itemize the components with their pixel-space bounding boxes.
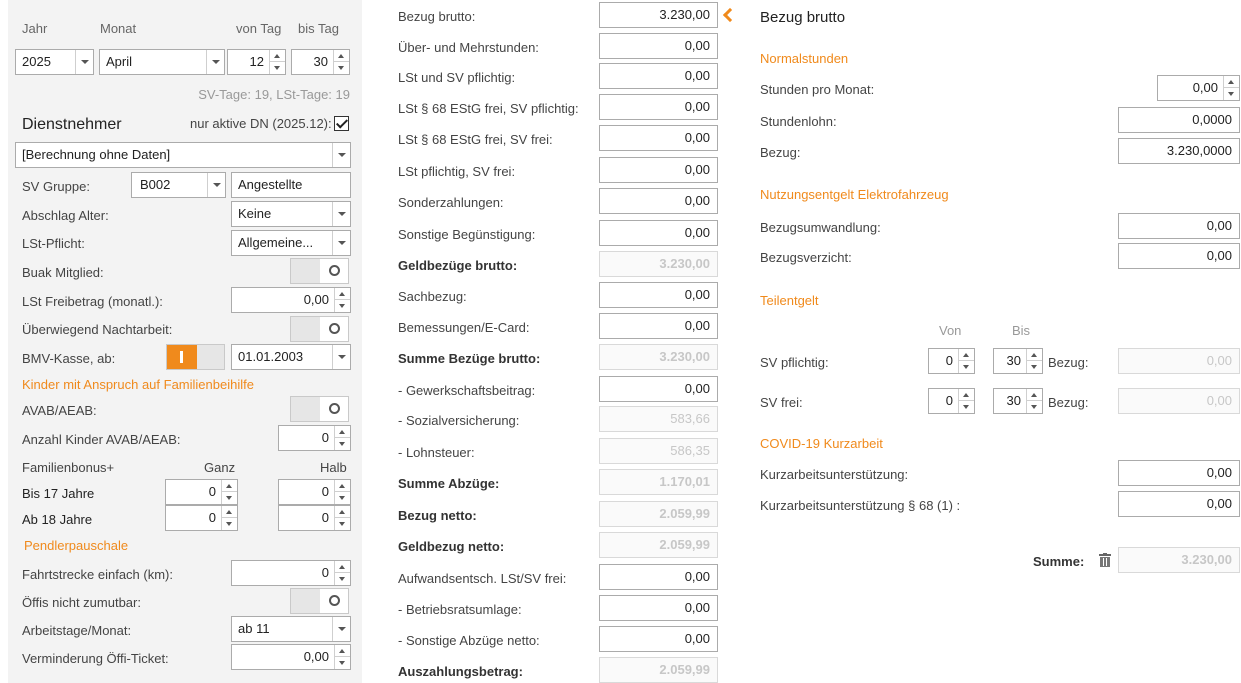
- employee-heading: Dienstnehmer: [22, 116, 122, 133]
- family-bonus-half-stepper[interactable]: 0: [278, 479, 351, 505]
- summary-row-value[interactable]: 0,00: [599, 626, 718, 652]
- tax-allowance-label: LSt Freibetrag (monatl.):: [22, 294, 163, 309]
- chevron-down-icon: [332, 231, 350, 255]
- summary-row-value[interactable]: 0,00: [599, 220, 718, 246]
- chevron-down-icon: [207, 173, 225, 197]
- spin-up-icon[interactable]: [335, 480, 350, 492]
- summary-row-value: 2.059,99: [599, 532, 718, 558]
- short-time-68-field[interactable]: 0,00: [1118, 491, 1240, 517]
- spin-down-icon[interactable]: [335, 573, 350, 585]
- summary-row-value[interactable]: 0,00: [599, 125, 718, 151]
- summary-row-label: Sachbezug:: [398, 289, 467, 304]
- summary-row-label: Bezug brutto:: [398, 9, 476, 24]
- summary-row-label: - Sonstige Abzüge netto:: [398, 633, 540, 648]
- to-day-stepper[interactable]: 30: [291, 49, 350, 75]
- partial-from-label: Von: [939, 323, 962, 338]
- partial-bezug-label: Bezug:: [1048, 395, 1089, 410]
- spin-up-icon[interactable]: [335, 561, 350, 573]
- summary-row-label: Sonstige Begünstigung:: [398, 227, 536, 242]
- month-select[interactable]: April: [99, 49, 225, 75]
- night-work-label: Überwiegend Nachtarbeit:: [22, 322, 173, 337]
- chevron-down-icon: [332, 617, 350, 641]
- summary-row-value[interactable]: 0,00: [599, 33, 718, 59]
- spin-up-icon[interactable]: [959, 389, 974, 401]
- toggle-off-icon: [329, 403, 340, 414]
- trash-icon[interactable]: [1099, 553, 1111, 567]
- spin-up-icon[interactable]: [335, 506, 350, 518]
- summary-row-value[interactable]: 0,00: [599, 188, 718, 214]
- hourly-wage-field[interactable]: 0,0000: [1118, 107, 1240, 133]
- ticket-reduction-label: Verminderung Öffi-Ticket:: [22, 651, 169, 666]
- summary-row-label: Geldbezüge brutto:: [398, 258, 518, 273]
- tax-obligation-select[interactable]: Allgemeine...: [231, 230, 351, 256]
- public-transport-label: Öffis nicht zumutbar:: [22, 595, 141, 610]
- summary-row-label: Summe Bezüge brutto:: [398, 351, 541, 366]
- spin-down-icon[interactable]: [222, 518, 237, 530]
- children-count-stepper[interactable]: 0: [278, 425, 351, 451]
- avab-label: AVAB/AEAB:: [22, 403, 97, 418]
- sum-field: 3.230,00: [1118, 547, 1240, 573]
- children-heading: Kinder mit Anspruch auf Familienbeihilfe: [22, 377, 254, 392]
- partial-from-stepper[interactable]: 0: [928, 348, 975, 374]
- normal-bezug-label: Bezug:: [760, 145, 801, 160]
- salary-waiver-field[interactable]: 0,00: [1118, 243, 1240, 269]
- spin-up-icon[interactable]: [335, 645, 350, 657]
- age-discount-label: Abschlag Alter:: [22, 208, 109, 223]
- summary-row-label: - Betriebsratsumlage:: [398, 602, 522, 617]
- tax-allowance-stepper[interactable]: 0,00: [231, 287, 351, 313]
- spin-down-icon[interactable]: [335, 438, 350, 450]
- family-bonus-full-label: Ganz: [204, 460, 236, 475]
- partial-bezug-label: Bezug:: [1048, 355, 1089, 370]
- spin-up-icon[interactable]: [222, 506, 237, 518]
- family-bonus-row-label: Bis 17 Jahre: [22, 486, 95, 501]
- buak-toggle[interactable]: [290, 258, 349, 284]
- tax-obligation-label: LSt-Pflicht:: [22, 236, 85, 251]
- spin-down-icon[interactable]: [335, 300, 350, 312]
- summary-row-value[interactable]: 0,00: [599, 157, 718, 183]
- summary-row-label: LSt pflichtig, SV frei:: [398, 164, 516, 179]
- spin-down-icon[interactable]: [270, 62, 285, 74]
- spin-down-icon[interactable]: [335, 492, 350, 504]
- summary-row-label: Bezug netto:: [398, 508, 477, 523]
- sv-group-label: SV Gruppe:: [22, 179, 90, 194]
- hours-per-month-label: Stunden pro Monat:: [760, 82, 875, 97]
- public-transport-toggle[interactable]: [290, 588, 349, 614]
- family-bonus-half-label: Halb: [320, 460, 347, 475]
- chevron-down-icon: [332, 143, 350, 167]
- summary-row-value[interactable]: 0,00: [599, 313, 718, 339]
- spin-up-icon[interactable]: [1027, 389, 1042, 401]
- summary-row-label: Aufwandsentsch. LSt/SV frei:: [398, 571, 567, 586]
- summary-row-value: 3.230,00: [599, 251, 718, 277]
- salary-conversion-field[interactable]: 0,00: [1118, 213, 1240, 239]
- spin-up-icon[interactable]: [1027, 349, 1042, 361]
- family-bonus-full-stepper[interactable]: 0: [165, 479, 238, 505]
- children-count-label: Anzahl Kinder AVAB/AEAB:: [22, 432, 181, 447]
- summary-row-label: Sonderzahlungen:: [398, 195, 504, 210]
- spin-down-icon[interactable]: [334, 62, 349, 74]
- normal-hours-heading: Normalstunden: [760, 51, 849, 66]
- spin-up-icon[interactable]: [335, 426, 350, 438]
- summary-row-label: - Lohnsteuer:: [398, 445, 475, 460]
- summary-row-label: Summe Abzüge:: [398, 476, 500, 491]
- spin-up-icon[interactable]: [222, 480, 237, 492]
- toggle-off-icon: [329, 595, 340, 606]
- spin-down-icon[interactable]: [1027, 361, 1042, 373]
- summary-row-value[interactable]: 0,00: [599, 564, 718, 590]
- month-label: Monat: [100, 21, 137, 36]
- summary-row-value: 1.170,01: [599, 469, 718, 495]
- avab-toggle[interactable]: [290, 396, 349, 422]
- summary-row-value: 2.059,99: [599, 657, 718, 683]
- summary-row-label: LSt § 68 EStG frei, SV pflichtig:: [398, 101, 579, 116]
- summary-row-label: LSt § 68 EStG frei, SV frei:: [398, 132, 553, 147]
- spin-down-icon[interactable]: [335, 657, 350, 669]
- partial-pay-heading: Teilentgelt: [760, 293, 819, 308]
- distance-stepper[interactable]: 0: [231, 560, 351, 586]
- summary-row-label: LSt und SV pflichtig:: [398, 70, 516, 85]
- summary-row-label: Bemessungen/E-Card:: [398, 320, 530, 335]
- spin-down-icon[interactable]: [222, 492, 237, 504]
- summary-row-value[interactable]: 0,00: [599, 282, 718, 308]
- night-work-toggle[interactable]: [290, 316, 349, 342]
- summary-row-label: Geldbezug netto:: [398, 539, 505, 554]
- detail-title: Bezug brutto: [760, 9, 846, 26]
- summary-row-value[interactable]: 3.230,00: [599, 2, 718, 28]
- spin-up-icon[interactable]: [1224, 76, 1239, 88]
- summary-row-value: 586,35: [599, 438, 718, 464]
- spin-down-icon[interactable]: [1224, 88, 1239, 100]
- family-bonus-half-stepper[interactable]: 0: [278, 505, 351, 531]
- age-discount-select[interactable]: Keine: [231, 201, 351, 227]
- year-select[interactable]: 2025: [15, 49, 94, 75]
- buak-label: Buak Mitglied:: [22, 265, 104, 280]
- sum-label: Summe:: [1033, 554, 1085, 569]
- toggle-off-icon: [329, 265, 340, 276]
- toggle-on-icon: [180, 351, 183, 363]
- summary-row-value[interactable]: 0,00: [599, 94, 718, 120]
- employee-select[interactable]: [Berechnung ohne Daten]: [15, 142, 351, 168]
- covid-heading: COVID-19 Kurzarbeit: [760, 436, 883, 451]
- chevron-down-icon: [332, 202, 350, 226]
- summary-row-value: 2.059,99: [599, 501, 718, 527]
- chevron-down-icon: [75, 50, 93, 74]
- summary-row-label: - Gewerkschaftsbeitrag:: [398, 383, 536, 398]
- days-info: SV-Tage: 19, LSt-Tage: 19: [198, 87, 350, 102]
- salary-conversion-label: Bezugsumwandlung:: [760, 220, 881, 235]
- hours-per-month-stepper[interactable]: 0,00: [1157, 75, 1240, 101]
- short-time-68-label: Kurzarbeitsunterstützung § 68 (1) :: [760, 498, 961, 513]
- summary-row-label: - Sozialversicherung:: [398, 413, 520, 428]
- ticket-reduction-stepper[interactable]: 0,00: [231, 644, 351, 670]
- summary-row-value[interactable]: 0,00: [599, 376, 718, 402]
- ev-usage-heading: Nutzungsentgelt Elektrofahrzeug: [760, 187, 949, 202]
- employee-settings-panel: [8, 0, 362, 683]
- salary-waiver-label: Bezugsverzicht:: [760, 250, 852, 265]
- summary-row-label: Über- und Mehrstunden:: [398, 40, 539, 55]
- bmv-label: BMV-Kasse, ab:: [22, 351, 116, 366]
- from-day-stepper[interactable]: 12: [227, 49, 286, 75]
- to-day-label: bis Tag: [298, 21, 339, 36]
- short-time-label: Kurzarbeitsunterstützung:: [760, 467, 909, 482]
- spin-down-icon[interactable]: [1027, 401, 1042, 413]
- from-day-label: von Tag: [236, 21, 282, 36]
- toggle-off-icon: [329, 323, 340, 334]
- bmv-date-select[interactable]: 01.01.2003: [231, 344, 351, 370]
- spin-down-icon[interactable]: [335, 518, 350, 530]
- partial-to-stepper[interactable]: 30: [993, 348, 1043, 374]
- spin-up-icon[interactable]: [270, 50, 285, 62]
- workdays-label: Arbeitstage/Monat:: [22, 623, 132, 638]
- family-bonus-full-stepper[interactable]: 0: [165, 505, 238, 531]
- spin-down-icon[interactable]: [959, 361, 974, 373]
- commuter-heading: Pendlerpauschale: [24, 538, 129, 553]
- bmv-toggle[interactable]: [166, 344, 225, 370]
- partial-to-label: Bis: [1012, 323, 1031, 338]
- summary-row-value: 583,66: [599, 406, 718, 432]
- summary-row-value[interactable]: 0,00: [599, 595, 718, 621]
- family-bonus-label: Familienbonus+: [22, 460, 115, 475]
- hourly-wage-label: Stundenlohn:: [760, 114, 837, 129]
- partial-from-stepper[interactable]: 0: [928, 388, 975, 414]
- partial-bezug-field: 0,00: [1118, 388, 1240, 414]
- summary-row-value: 3.230,00: [599, 344, 718, 370]
- partial-bezug-field: 0,00: [1118, 348, 1240, 374]
- chevron-left-icon[interactable]: [721, 7, 735, 23]
- partial-to-stepper[interactable]: 30: [993, 388, 1043, 414]
- workdays-select[interactable]: ab 11: [231, 616, 351, 642]
- sv-group-name: Angestellte: [231, 172, 351, 198]
- partial-row-label: SV frei:: [760, 395, 803, 410]
- chevron-down-icon: [206, 50, 224, 74]
- spin-up-icon[interactable]: [335, 288, 350, 300]
- spin-up-icon[interactable]: [334, 50, 349, 62]
- summary-row-value[interactable]: 0,00: [599, 63, 718, 89]
- spin-down-icon[interactable]: [959, 401, 974, 413]
- spin-up-icon[interactable]: [959, 349, 974, 361]
- sv-group-select[interactable]: B002: [131, 172, 226, 198]
- year-label: Jahr: [22, 21, 48, 36]
- active-filter-label: nur aktive DN (2025.12):: [190, 116, 332, 131]
- short-time-field[interactable]: 0,00: [1118, 460, 1240, 486]
- family-bonus-row-label: Ab 18 Jahre: [22, 512, 93, 527]
- normal-bezug-field[interactable]: 3.230,0000: [1118, 138, 1240, 164]
- summary-row-label: Auszahlungsbetrag:: [398, 664, 523, 679]
- distance-label: Fahrtstrecke einfach (km):: [22, 567, 173, 582]
- chevron-down-icon: [332, 345, 350, 369]
- partial-row-label: SV pflichtig:: [760, 355, 829, 370]
- active-filter-checkbox[interactable]: [334, 116, 349, 131]
